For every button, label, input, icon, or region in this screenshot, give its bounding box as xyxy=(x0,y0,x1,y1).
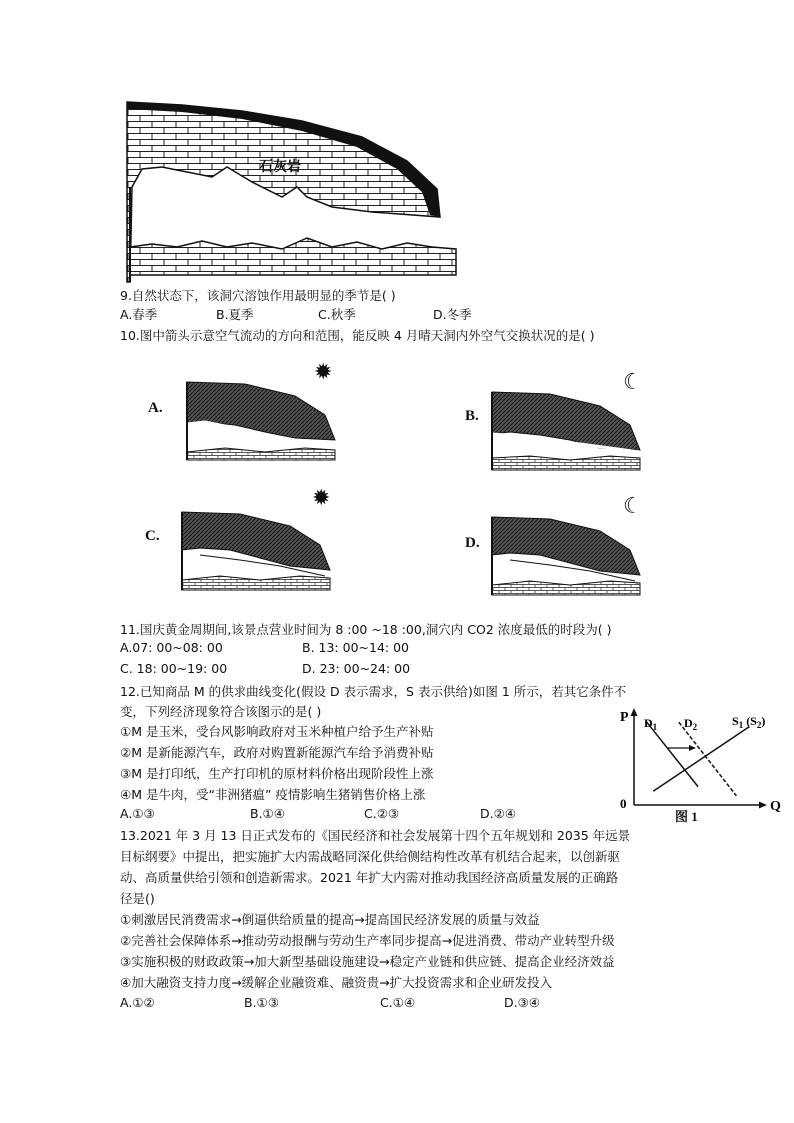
q12-stem-line-1: 12.已知商品 M 的供求曲线变化(假设 D 表示需求，S 表示供给)如图 1 所示，若其它条件不 xyxy=(120,684,627,699)
panel-c-label: C. xyxy=(145,528,160,544)
chart-origin-label: 0 xyxy=(620,796,627,811)
q12-option-b[interactable]: B.①④ xyxy=(250,806,285,821)
q13-option-d[interactable]: D.③④ xyxy=(504,995,541,1010)
q10-stem: 10.图中箭头示意空气流动的方向和范围，能反映 4 月晴天洞内外空气交换状况的是( ) xyxy=(120,328,595,343)
figure-1-caption: 图 1 xyxy=(675,809,698,824)
shift-arrow-head xyxy=(689,745,696,751)
panel-d-diagram xyxy=(490,515,650,605)
panel-c-icon: ✹ xyxy=(312,486,331,511)
q12-statement-1: ①M 是玉米，受台风影响政府对玉米种植户给予生产补贴 xyxy=(120,724,434,739)
label-d1: $D_1$ xyxy=(644,716,658,732)
q12-statement-4: ④M 是牛肉，受“非洲猪瘟” 疫情影响生猪销售价格上涨 xyxy=(120,787,426,802)
panel-b-diagram xyxy=(490,390,650,480)
panel-c-floor xyxy=(182,576,330,590)
cave-cross-section xyxy=(122,97,462,282)
q13-statement-4: ④加大融资支持力度→缓解企业融资难、融资贵→扩大投资需求和企业研发投入 xyxy=(120,975,553,990)
q12-statement-2: ②M 是新能源汽车，政府对购置新能源汽车给予消费补贴 xyxy=(120,745,434,760)
q9-option-c[interactable]: C.秋季 xyxy=(318,307,356,322)
panel-a-label: A. xyxy=(148,400,163,416)
panel-b-label: B. xyxy=(465,408,479,424)
panel-d-floor xyxy=(492,581,640,595)
q13-stem-line-1: 13.2021 年 3 月 13 日正式发布的《国民经济和社会发展第十四个五年规划和 2035 年远景 xyxy=(120,828,631,843)
label-d2: $D_2$ xyxy=(684,716,698,732)
panel-a-icon: ✹ xyxy=(314,360,333,385)
q13-stem-line-3: 动、高质量供给引领和创造新需求。2021 年扩大内需对推动我国经济高质量发展的正确路 xyxy=(120,870,619,885)
q11-option-a[interactable]: A.07: 00~08: 00 xyxy=(120,640,223,655)
panel-d-icon: ☾ xyxy=(623,494,643,519)
rock-label: 石灰岩 xyxy=(259,159,301,175)
chart-y-label: P xyxy=(620,710,629,725)
q13-option-a[interactable]: A.①② xyxy=(120,995,155,1010)
panel-a-diagram xyxy=(185,380,345,470)
q13-statement-2: ②完善社会保障体系→推动劳动报酬与劳动生产率同步提高→促进消费、带动产业转型升级 xyxy=(120,933,615,948)
q12-stem-line-2: 变，下列经济现象符合该图示的是( ) xyxy=(120,704,322,719)
panel-c-diagram xyxy=(180,510,340,600)
q9-option-a[interactable]: A.春季 xyxy=(120,307,158,322)
q13-stem-line-4: 径是() xyxy=(120,891,155,906)
panel-b-icon: ☾ xyxy=(623,370,643,395)
q12-option-c[interactable]: C.②③ xyxy=(364,806,400,821)
q13-option-c[interactable]: C.①④ xyxy=(380,995,416,1010)
q11-option-d[interactable]: D. 23: 00~24: 00 xyxy=(302,661,411,676)
q9-option-d[interactable]: D.冬季 xyxy=(433,307,472,322)
q13-statement-3: ③实施积极的财政政策→加大新型基础设施建设→稳定产业链和供应链、提高企业经济效益 xyxy=(120,954,615,969)
q11-stem: 11.国庆黄金周期间,该景点营业时间为 8 :00 ~18 :00,洞穴内 CO2 浓度最低的时段为( ) xyxy=(120,622,612,637)
q13-stem-line-2: 目标纲要》中提出，把实施扩大内需战略同深化供给侧结构性改革有机结合起来，以创新驱 xyxy=(120,849,621,864)
demand-curve-d2 xyxy=(679,722,737,796)
chart-x-arrow xyxy=(759,802,767,809)
q12-option-d[interactable]: D.②④ xyxy=(480,806,517,821)
q11-option-c[interactable]: C. 18: 00~19: 00 xyxy=(120,661,228,676)
q12-statement-3: ③M 是打印纸，生产打印机的原材料价格出现阶段性上涨 xyxy=(120,766,434,781)
chart-x-label: Q xyxy=(770,799,781,814)
label-s1-s2: $S_1$ $(S_2)$ xyxy=(732,714,766,730)
cave-floor xyxy=(130,238,456,275)
q9-option-b[interactable]: B.夏季 xyxy=(216,307,254,322)
panel-d-label: D. xyxy=(465,535,480,551)
q13-statement-1: ①刺激居民消费需求→倒逼供给质量的提高→提高国民经济发展的质量与效益 xyxy=(120,912,540,927)
q12-option-a[interactable]: A.①③ xyxy=(120,806,155,821)
panel-a-roof xyxy=(187,382,335,440)
panel-c-roof xyxy=(182,512,330,570)
q13-option-b[interactable]: B.①③ xyxy=(244,995,279,1010)
panel-a-floor xyxy=(187,448,335,460)
q11-option-b[interactable]: B. 13: 00~14: 00 xyxy=(302,640,409,655)
panel-d-roof xyxy=(492,517,640,575)
chart-y-arrow xyxy=(631,708,638,716)
supply-curve-s1 xyxy=(653,727,749,791)
q9-stem: 9.自然状态下，该洞穴溶蚀作用最明显的季节是( ) xyxy=(120,288,396,303)
panel-b-floor xyxy=(492,456,640,470)
